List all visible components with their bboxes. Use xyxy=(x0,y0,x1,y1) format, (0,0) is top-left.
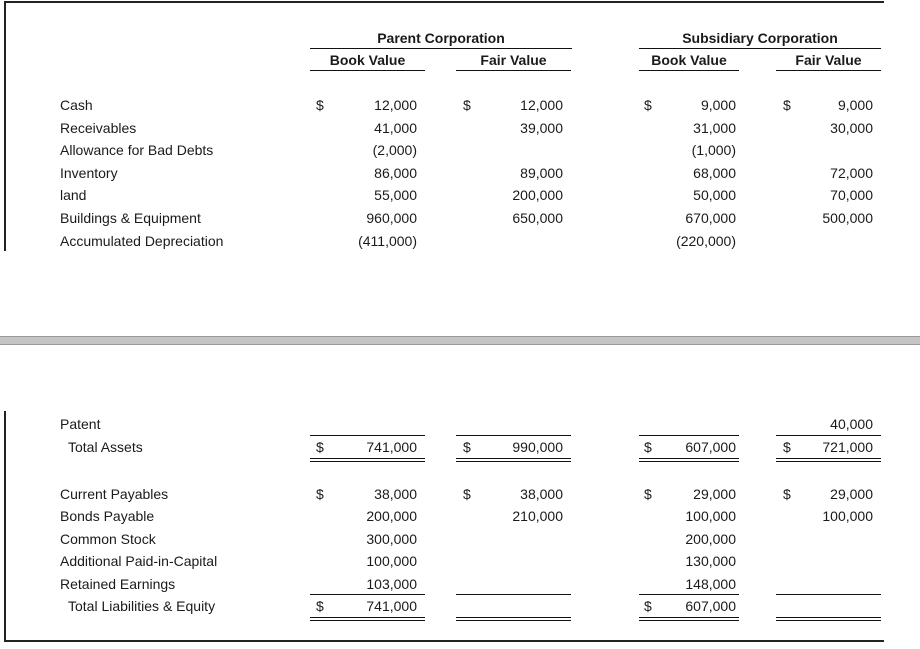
cell-value: 500,000 xyxy=(822,210,873,226)
row-label: Inventory xyxy=(60,164,118,181)
currency-sign: $ xyxy=(644,439,652,455)
cell-value: (1,000) xyxy=(691,142,736,159)
cell-value: 200,000 xyxy=(685,530,736,547)
currency-sign: $ xyxy=(316,598,324,614)
total-liabilities-sub-book: 607,000 xyxy=(685,598,736,614)
row-label: Additional Paid-in-Capital xyxy=(60,553,218,570)
total-assets-sub-fair: 721,000 xyxy=(822,439,873,455)
cell-value: 100,000 xyxy=(822,508,873,525)
cell-value: 86,000 xyxy=(374,164,417,181)
parent-book-header: Book Value xyxy=(329,52,406,68)
cell-value: 30,000 xyxy=(830,119,873,136)
bottom-border xyxy=(4,640,884,642)
cell-value: 12,000 xyxy=(374,97,417,113)
cell-value: 100,000 xyxy=(366,553,417,570)
currency-sign: $ xyxy=(463,97,471,113)
currency-sign: $ xyxy=(644,97,652,113)
cell-value: 960,000 xyxy=(366,210,417,226)
cell-value: 72,000 xyxy=(830,164,873,181)
cell-value: (2,000) xyxy=(372,142,417,159)
cell-value: 148,000 xyxy=(685,575,736,592)
cell-value: 31,000 xyxy=(693,119,736,136)
cell-value: 200,000 xyxy=(366,508,417,525)
row-label: Common Stock xyxy=(60,530,156,547)
cell-value: 300,000 xyxy=(366,530,417,547)
cell-value: 29,000 xyxy=(693,486,736,502)
total-assets-parent-book: 741,000 xyxy=(366,439,417,455)
cell-value: 9,000 xyxy=(837,97,873,113)
cell-value: (220,000) xyxy=(676,232,736,249)
cell-value: 9,000 xyxy=(700,97,736,113)
subsidiary-header: Subsidiary Corporation xyxy=(682,30,838,46)
cell-value: 670,000 xyxy=(685,210,736,226)
cell-value: 100,000 xyxy=(685,508,736,525)
currency-sign: $ xyxy=(316,439,324,455)
total-assets-label: Total Assets xyxy=(68,439,143,455)
row-label: land xyxy=(60,187,87,204)
row-label: Accumulated Depreciation xyxy=(60,232,224,249)
cell-value: 38,000 xyxy=(520,486,563,502)
currency-sign: $ xyxy=(783,439,791,455)
cell-value: 39,000 xyxy=(520,119,563,136)
row-label: Bonds Payable xyxy=(60,508,155,525)
cell-value: 38,000 xyxy=(374,486,417,502)
cell-value: 210,000 xyxy=(512,508,563,525)
total-assets-parent-fair: 990,000 xyxy=(512,439,563,455)
row-label: Current Payables xyxy=(60,486,169,502)
currency-sign: $ xyxy=(644,486,652,502)
subsidiary-book-header: Book Value xyxy=(651,52,727,68)
left-border-top xyxy=(4,1,6,251)
patent-label: Patent xyxy=(60,416,101,432)
subsidiary-fair-header: Fair Value xyxy=(795,52,862,68)
cell-value: 55,000 xyxy=(374,187,417,204)
total-liabilities-parent-book: 741,000 xyxy=(366,598,417,614)
currency-sign: $ xyxy=(644,598,652,614)
total-liabilities-label: Total Liabilities & Equity xyxy=(68,598,216,614)
row-label: Buildings & Equipment xyxy=(60,210,201,226)
cell-value: 29,000 xyxy=(830,486,873,502)
currency-sign: $ xyxy=(316,97,324,113)
row-label: Receivables xyxy=(60,119,137,136)
currency-sign: $ xyxy=(783,97,791,113)
currency-sign: $ xyxy=(783,486,791,502)
currency-sign: $ xyxy=(463,439,471,455)
parent-fair-header: Fair Value xyxy=(480,52,547,68)
cell-value: 70,000 xyxy=(830,187,873,204)
cell-value: 50,000 xyxy=(693,187,736,204)
cell-value: 89,000 xyxy=(520,164,563,181)
currency-sign: $ xyxy=(316,486,324,502)
total-assets-sub-book: 607,000 xyxy=(685,439,736,455)
left-border-bottom xyxy=(4,411,6,642)
currency-sign: $ xyxy=(463,486,471,502)
cell-value: 130,000 xyxy=(685,553,736,570)
section-divider xyxy=(0,336,920,345)
cell-value: 103,000 xyxy=(366,575,417,592)
row-label: Retained Earnings xyxy=(60,575,176,592)
cell-value: 650,000 xyxy=(512,210,563,226)
cell-value: 200,000 xyxy=(512,187,563,204)
row-label: Allowance for Bad Debts xyxy=(60,142,214,159)
cell-value: 68,000 xyxy=(693,164,736,181)
top-border xyxy=(4,1,884,3)
row-label: Cash xyxy=(60,97,93,113)
cell-value: 12,000 xyxy=(520,97,563,113)
cell-value: 41,000 xyxy=(374,119,417,136)
patent-subsidiary-fair: 40,000 xyxy=(830,416,873,432)
parent-header: Parent Corporation xyxy=(377,30,505,46)
cell-value: (411,000) xyxy=(358,232,417,249)
